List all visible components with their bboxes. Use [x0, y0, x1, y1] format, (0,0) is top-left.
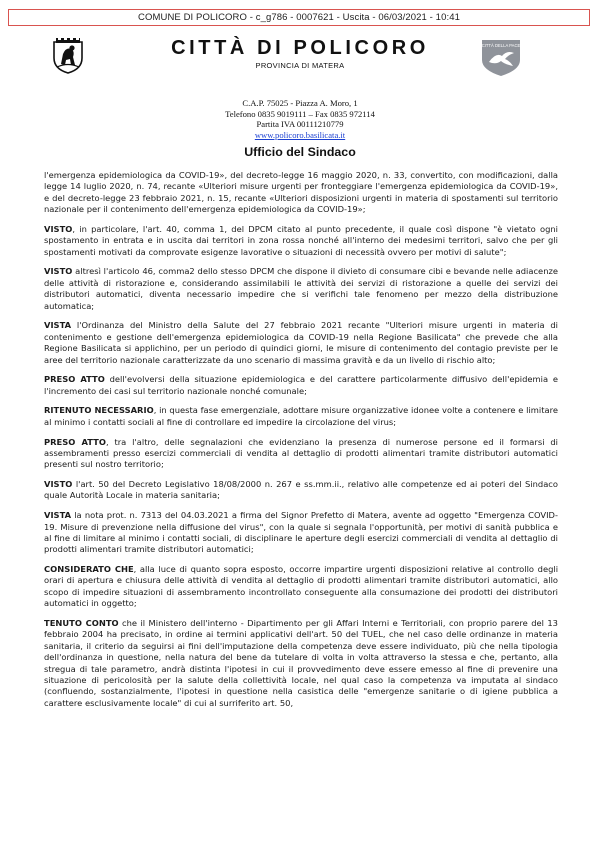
paragraph: [44, 170, 558, 216]
address-line: C.A.P. 75025 - Piazza A. Moro, 1: [242, 98, 358, 108]
svg-text:CITTÀ DELLA PACE: CITTÀ DELLA PACE: [481, 43, 521, 48]
paragraph-lead: VISTA: [44, 320, 72, 331]
paragraph-text: , alla luce di quanto sopra esposto, occorre impartire urgenti disposizioni relative al controllo degli orari di apertura e chiusura delle attività di vendita al dettaglio di prodotti alimentari tramite distributori automatici, allo scopo di impedire situazioni di assembramento incontrollato conseguente alla consumazione dei prodotti dei distributori automatici in oggetto;: [44, 564, 559, 609]
paragraph: [44, 479, 558, 502]
paragraph: [44, 510, 558, 556]
paragraph: [44, 266, 558, 312]
paragraph-lead: VISTO: [44, 223, 73, 234]
paragraph-text: dell'evolversi della situazione epidemiologica e del carattere particolarmente diffusivo dell'epidemia e l'incremento dei casi sul territorio nazionale nonché comunale;: [44, 374, 558, 396]
paragraph-lead: VISTO: [44, 479, 73, 490]
paragraph-text: la nota prot. n. 7313 del 04.03.2021 a firma del Signor Prefetto di Matera, avente ad oggetto "Emergenza COVID-19. Misure di prevenzione nella diffusione del virus", con la quale si segnala l'opportunità, per motivi di sanità pubblica e al fine di limitare al minimo i contatti sociali, di disciplinare le aperture degli esercizi commerciali di vendita al dettaglio di prodotti alimentari tramite distributori automatici;: [44, 510, 558, 555]
paragraph-lead: VISTA: [44, 510, 72, 521]
document-body: [44, 170, 558, 718]
paragraph: [44, 405, 558, 428]
paragraph-lead: VISTO: [44, 266, 73, 277]
paragraph-text: , in questa fase emergenziale, adottare misure organizzative idonee volte a contenere e limitare al minimo i contatti sociali al fine di controllare ed impedire la circolazione del virus;: [44, 405, 558, 427]
vat-line: Partita IVA 00111210779: [256, 119, 344, 130]
website-link[interactable]: www.policoro.basilicata.it: [254, 129, 346, 140]
paragraph: [44, 618, 558, 709]
paragraph-text: altresì l'articolo 46, comma2 dello stesso DPCM che dispone il divieto di consumare cibi e bevande nelle adiacenze delle attività di ristorazione e, considerando assimilabili le attività dei servizi di ristorazione a quelle dei servizi dei distributori automatici, diventa necessario impedire che si verifichi tale fenomeno per mezzo della distribuzione automatica;: [44, 266, 558, 311]
paragraph: [44, 374, 558, 397]
paragraph-text: che il Ministero dell'interno - Dipartimento per gli Affari Interni e Territoriali, con proprio parere del 13 febbraio 2004 ha precisato, in ordine ai termini applicativi dell'art. 50 del TUEL, che nel caso delle ordinanze in materia sanitaria, il criterio da seguirsi ai fini dell'imputazione della competenza deve essere individuato, più che nella tipologia dell'ordinanza in questione, nella natura del bene da tutelare di volta in volta attraverso la stessa e che, pertanto, alla stregua di tale parametro, andrà distinta l'ipotesi in cui il provvedimento deve essere emesso al fine di prevenire una situazione di pericolosità per la salute della collettività locale, nel qual caso la competenza va imputata al sindaco (confluendo, sostanzialmente, l'ipotesi in questione nella casistica delle "emergenze sanitarie o di igiene pubblica a carattere esclusivamente locale" di cui al surriferito art. 50,: [44, 617, 558, 708]
paragraph-text: , in particolare, l'art. 40, comma 1, del DPCM citato al punto precedente, il quale così dispone "è vietato ogni spostamento in entrata e in uscita dai territori in zona rossa nonché all'interno dei medesimi territori, salvo che per gli spostamenti motivati da comprovate esigenze lavorative o situazioni di necessità ovvero per motivi di salute";: [44, 223, 558, 257]
paragraph: [44, 437, 558, 471]
protocol-stamp: COMUNE DI POLICORO - c_g786 - 0007621 - Uscita - 06/03/2021 - 10:41: [8, 9, 590, 26]
paragraph-lead: TENUTO CONTO: [44, 617, 119, 628]
office-title: Ufficio del Sindaco: [244, 145, 356, 159]
phone-line: Telefono 0835 9019111 – Fax 0835 972114: [225, 108, 375, 119]
paragraph: [44, 224, 558, 258]
paragraph-text: l'emergenza epidemiologica da COVID-19», del decreto-legge 16 maggio 2020, n. 33, convertito, con modificazioni, dalla legge 14 luglio 2020, n. 74, recante «Ulteriori misure urgenti per fronteggiare l'emergenza epidemiologica da COVID-19», e del decreto-legge 23 febbraio 2021, n. 15, recante «Ulteriori disposizioni urgenti in materia di spostamenti sul territorio nazionale per il contenimento dell'emergenza epidemiologica da COVID-19»;: [44, 170, 558, 215]
paragraph-lead: PRESO ATTO: [44, 436, 106, 447]
paragraph-lead: RITENUTO NECESSARIO: [44, 405, 154, 416]
paragraph-text: , tra l'altro, delle segnalazioni che evidenziano la presenza di numerose persone ed il formarsi di assembramenti presso esercizi commerciali di vendita al dettaglio di prodotti alimentari tramite distributori automatici presenti sul nostro territorio;: [44, 436, 558, 470]
paragraph-text: l'art. 50 del Decreto Legislativo 18/08/2000 n. 267 e ss.mm.ii., relativo alle competenze ed ai poteri del Sindaco quale Autorità Locale in materia sanitaria;: [44, 479, 558, 501]
province-name: PROVINCIA DI MATERA: [255, 61, 345, 70]
paragraph: [44, 320, 558, 366]
paragraph: [44, 564, 558, 610]
paragraph-text: l'Ordinanza del Ministro della Salute del 27 febbraio 2021 recante "Ulteriori misure urgenti in materia di contenimento e gestione dell'emergenza epidemiologica da COVID-19 nella Regione Basilicata" che prevede che alla Regione Basilicata si applichino, per un periodo di quindici giorni, le misure di contenimento del contagio previste per le aree del territorio nazionale caratterizzate da uno scenario di massima gravità e da un livello di rischio alto;: [44, 320, 558, 365]
paragraph-lead: PRESO ATTO: [44, 374, 105, 385]
paragraph-lead: CONSIDERATO CHE: [44, 564, 134, 575]
city-name: CITTÀ DI POLICORO: [171, 37, 429, 59]
